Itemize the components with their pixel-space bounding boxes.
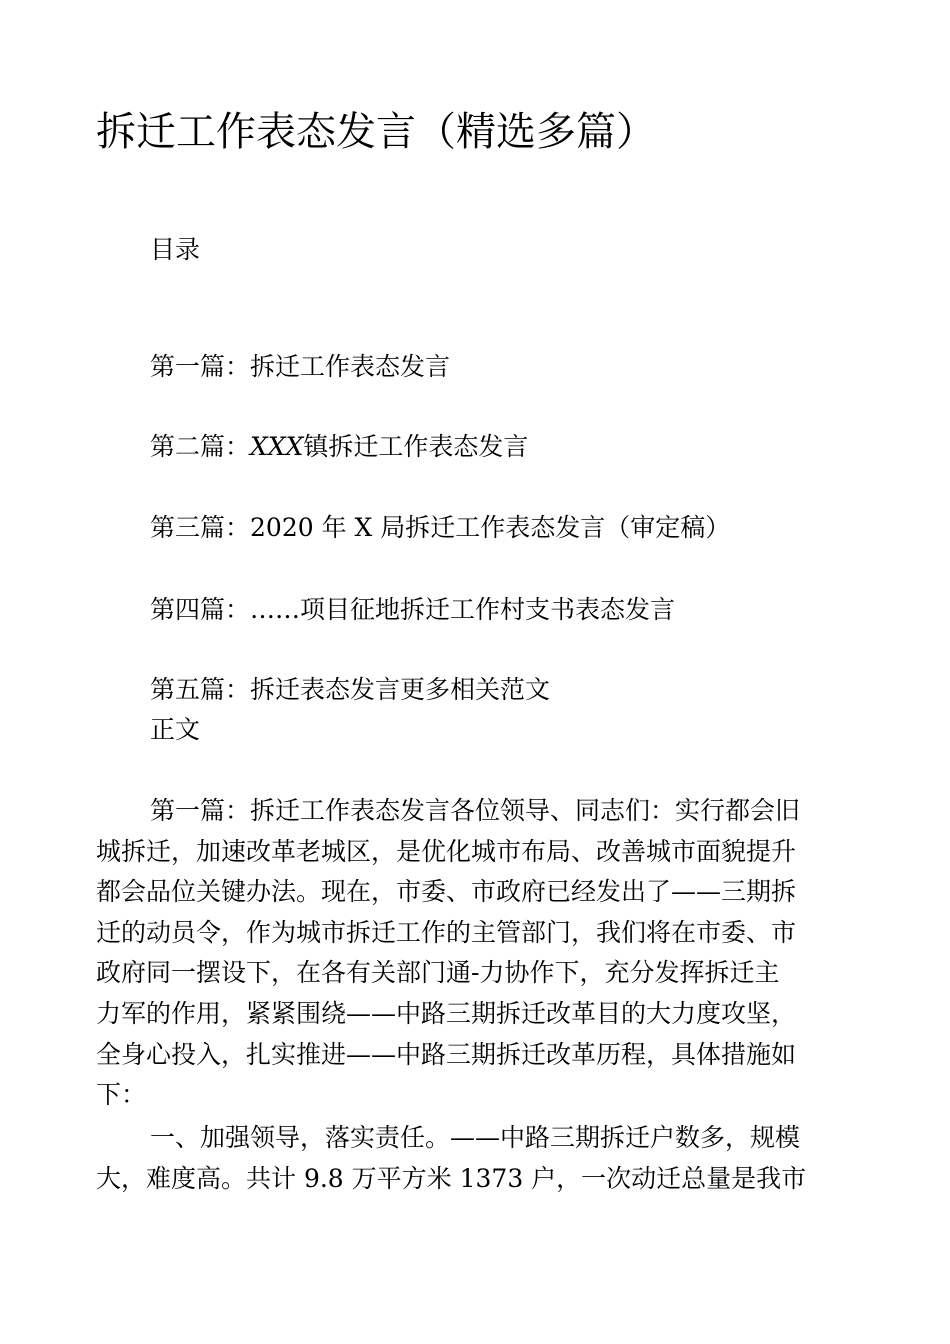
body-paragraph [96, 1118, 858, 1199]
paragraph-line: 一、加强领导，落实责任。——中路三期拆迁户数多，规模 [150, 1123, 801, 1152]
body-heading: 正文 [150, 715, 201, 744]
toc-item-prefix: 第二篇： [150, 432, 251, 461]
toc-item-italic-text: XXX [250, 432, 304, 461]
toc-item [150, 672, 550, 708]
toc-item-prefix: 第五篇： [150, 675, 251, 704]
toc-item [150, 429, 528, 465]
toc-item-text: 2020 年 X 局拆迁工作表态发言（审定稿） [250, 513, 731, 542]
toc-item [150, 510, 730, 546]
toc-item-text: 拆迁工作表态发言 [250, 352, 451, 381]
toc-item-prefix: 第三篇： [150, 513, 251, 542]
body-paragraph [96, 791, 858, 1116]
paragraph-line: 都会品位关键办法。现在，市委、市政府已经发出了——三期拆 [96, 877, 797, 907]
toc-item-text: ……项目征地拆迁工作村支书表态发言 [250, 595, 676, 624]
paragraph-line: 大，难度高。共计 9.8 万平方米 1373 户，一次动迁总量是我市 [96, 1163, 807, 1193]
paragraph-line: 力军的作用，紧紧围绕——中路三期拆迁改革目的大力度攻坚， [96, 998, 797, 1028]
toc-item [150, 349, 450, 385]
toc-item-text: 镇拆迁工作表态发言 [303, 432, 529, 461]
paragraph-line: 政府同一摆设下，在各有关部门通-力协作下，充分发挥拆迁主 [96, 958, 780, 988]
paragraph-line: 下： [96, 1080, 147, 1110]
toc-item-prefix: 第一篇： [150, 352, 251, 381]
toc-heading: 目录 [150, 235, 201, 264]
paragraph-line: 全身心投入，扎实推进——中路三期拆迁改革历程，具体措施如 [96, 1039, 797, 1069]
toc-item-prefix: 第四篇： [150, 595, 251, 624]
paragraph-line: 城拆迁，加速改革老城区，是优化城市布局、改善城市面貌提升 [96, 836, 797, 866]
toc-item-text: 拆迁表态发言更多相关范文 [250, 675, 551, 704]
toc-item [150, 592, 675, 628]
document-title: 拆迁工作表态发言（精选多篇） [96, 109, 656, 155]
paragraph-line: 第一篇：拆迁工作表态发言各位领导、同志们：实行都会旧 [150, 796, 801, 825]
paragraph-line: 迁的动员令，作为城市拆迁工作的主管部门，我们将在市委、市 [96, 917, 797, 947]
